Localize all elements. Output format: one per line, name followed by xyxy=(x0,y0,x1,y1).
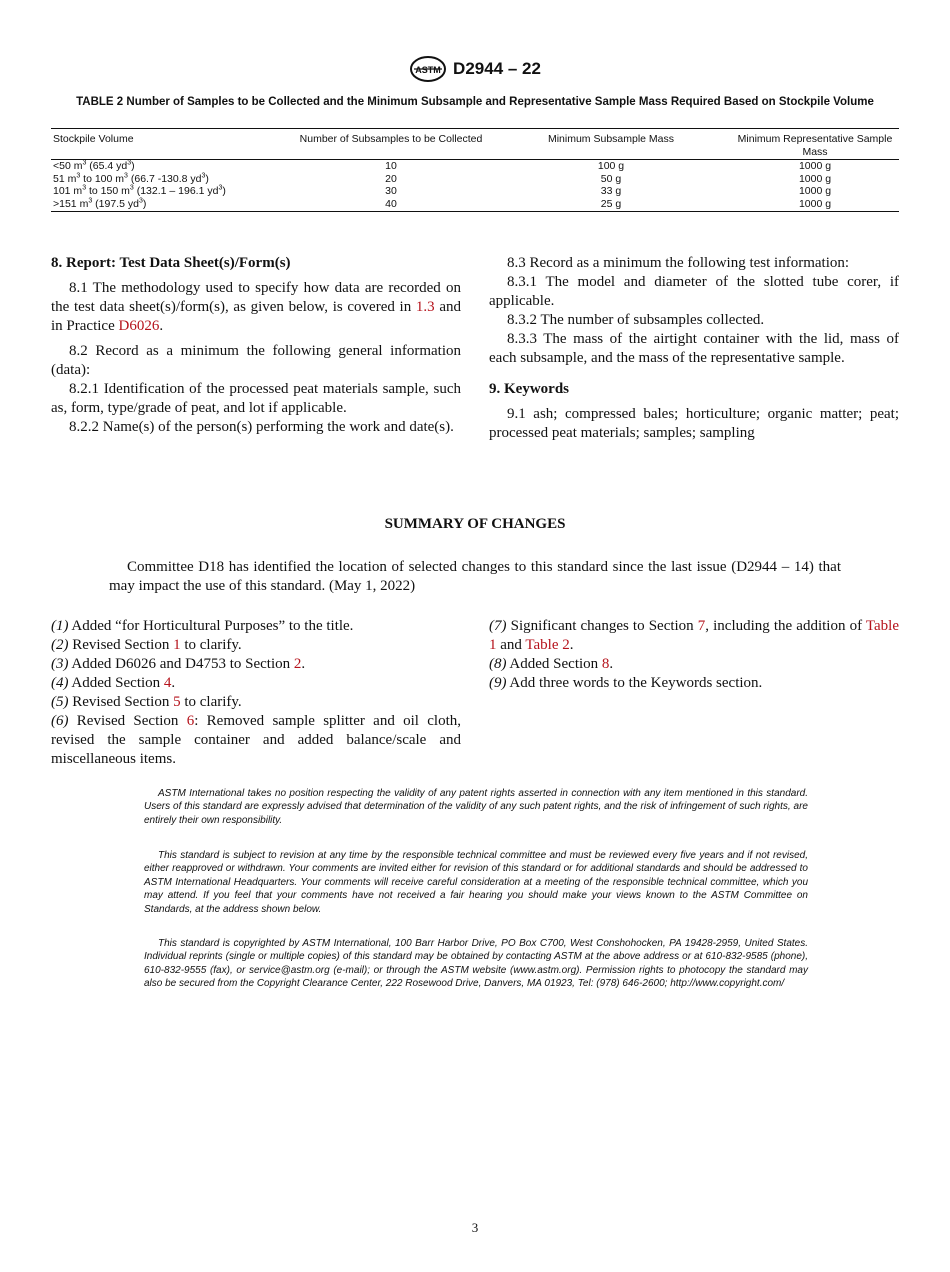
legal-copyright xyxy=(144,937,808,991)
table-cell: 20 xyxy=(385,172,397,185)
paragraph-8-3-2: 8.3.2 The number of subsamples collected. xyxy=(507,312,765,328)
stockpile-table xyxy=(51,128,899,212)
link-d6026[interactable]: D6026 xyxy=(118,318,160,334)
link-table-2[interactable]: Table 2 xyxy=(525,637,570,653)
legal-paragraph: This standard is subject to revision at any time by the responsible technical committee and must be reviewed every five years and if not revised, either reapproved or withdrawn. Your comments are invited either for revision of this standard or for additional standards and should be addressed to ASTM International Headquarters. Your comments will receive careful consideration at a meeting of the responsible technical committee, which you may attend. If you feel that your comments have not received a fair hearing you should make your views known to the ASTM Committee on Standards, at the address shown below. xyxy=(144,850,808,915)
table-cell: <50 $m^3$ (65.4 $yd^3$) xyxy=(53,159,135,172)
table-cell: 10 xyxy=(385,160,397,172)
list-item: (3) Added D6026 and D4753 to Section 2. xyxy=(51,656,306,672)
table-header: Minimum Subsample Mass xyxy=(491,129,731,160)
link-section[interactable]: 2 xyxy=(293,656,302,672)
paragraph-8-1: 8.1 The methodology used to specify how data are recorded on the test data sheet(s)/form(s), as given below, is covered in 1.3 and in Practice D6026. xyxy=(51,280,461,334)
table-title: TABLE 2 Number of Samples to be Collected and the Minimum Subsample and Representative Sample Mass Required Based on Stockpile Volume xyxy=(76,96,874,108)
link-table-1[interactable]: Table 1 xyxy=(489,618,899,653)
document-id: D2944 – 22 xyxy=(453,59,541,78)
changes-list-right xyxy=(489,617,899,693)
list-item: (8) Added Section 8. xyxy=(489,656,614,672)
page-number: 3 xyxy=(471,1220,479,1235)
section-heading: 8. Report: Test Data Sheet(s)/Form(s) xyxy=(51,255,291,271)
table-header: Number of Subsamples to be Collected xyxy=(291,129,491,160)
table-header: Minimum Representative Sample Mass xyxy=(731,129,899,160)
table-cell: 1000 g xyxy=(731,198,899,212)
table-cell: 51 $m^3$ to 100 $m^3$ (66.7 -130.8 $yd^3$) xyxy=(53,172,209,185)
section-8 xyxy=(51,254,461,437)
section-heading: 9. Keywords xyxy=(489,381,569,397)
table-cell: 101 $m^3$ to 150 $m^3$ (132.1 – 196.1 $yd^3$) xyxy=(53,184,226,197)
astm-logo-icon xyxy=(409,55,447,83)
paragraph-8-3: 8.3 Record as a minimum the following test information: xyxy=(507,255,850,271)
table-cell: 1000 g xyxy=(798,185,832,197)
link-1-3[interactable]: 1.3 xyxy=(415,299,435,315)
section-8-3-and-9 xyxy=(489,254,899,443)
list-item: (5) Revised Section 5 to clarify. xyxy=(51,694,242,710)
table-header: Stockpile Volume xyxy=(51,129,291,160)
table-cell: 1000 g xyxy=(798,160,832,172)
legal-patent xyxy=(144,787,808,827)
table-cell: 1000 g xyxy=(798,172,832,185)
list-item: (7) Significant changes to Section 7, including the addition of Table 1 and Table 2. xyxy=(489,618,899,653)
legal-revision xyxy=(144,849,808,916)
paragraph-9-1: 9.1 ash; compressed bales; horticulture; organic matter; peat; processed peat materials; samples; sampling xyxy=(489,406,899,441)
paragraph-8-3-3: 8.3.3 The mass of the airtight container with the lid, mass of each subsample, and the mass of the representative sample. xyxy=(489,331,899,366)
list-item: (4) Added Section 4. xyxy=(51,675,176,691)
table-row xyxy=(51,160,899,173)
summary-title: SUMMARY OF CHANGES xyxy=(384,516,566,532)
link-section[interactable]: 4 xyxy=(163,675,172,691)
list-item: (2) Revised Section 1 to clarify. xyxy=(51,637,242,653)
table-cell: 25 g xyxy=(491,198,731,212)
table-cell: 50 g xyxy=(600,172,622,185)
table-cell: 40 xyxy=(291,198,491,212)
link-section[interactable]: 1 xyxy=(173,637,181,653)
paragraph-8-3-1: 8.3.1 The model and diameter of the slotted tube corer, if applicable. xyxy=(489,274,899,309)
table-header-row xyxy=(51,129,899,160)
svg-text:ASTM: ASTM xyxy=(415,65,441,75)
table-cell: >151 $m^3$ (197.5 $yd^3$) xyxy=(51,198,291,212)
legal-paragraph: ASTM International takes no position respecting the validity of any patent rights asserted in connection with any item mentioned in this standard. Users of this standard are expressly advised that determination of the validity of any such patent rights, and the risk of infringement of such rights, are entirely their own responsibility. xyxy=(144,788,808,826)
paragraph-8-2-1: 8.2.1 Identification of the processed peat materials sample, such as, form, type/grade of peat, and lot if applicable. xyxy=(51,381,461,416)
changes-list-left xyxy=(51,617,461,769)
table-cell: 33 g xyxy=(600,185,622,197)
table-row xyxy=(51,198,899,212)
link-section[interactable]: 5 xyxy=(173,694,181,710)
page-header xyxy=(0,54,950,84)
list-item: (1) Added “for Horticultural Purposes” to the title. xyxy=(51,618,354,634)
link-section[interactable]: 6 xyxy=(186,713,195,729)
paragraph-8-2: 8.2 Record as a minimum the following general information (data): xyxy=(51,343,461,378)
table-row xyxy=(51,173,899,186)
legal-paragraph: This standard is copyrighted by ASTM International, 100 Barr Harbor Drive, PO Box C700, West Conshohocken, PA 19428-2959, United States. Individual reprints (single or multiple copies) of this standard may be obtained by contacting ASTM at the above address or at 610-832-9585 (phone), 610-832-9555 (fax), or service@astm.org (e-mail); or through the ASTM website (www.astm.org). Permission rights to photocopy the standard may also be secured from the Copyright Clearance Center, 222 Rosewood Drive, Danvers, MA 01923, Tel: (978) 646-2600; http://www.copyright.com/ xyxy=(144,938,808,990)
table-row xyxy=(51,185,899,198)
summary-intro: Committee D18 has identified the location of selected changes to this standard since the last issue (D2944 – 14) that may impact the use of this standard. (May 1, 2022) xyxy=(109,559,841,594)
list-item: (6) Revised Section 6: Removed sample splitter and oil cloth, revised the sample container and added balance/scale and miscellaneous items. xyxy=(51,713,461,767)
link-section[interactable]: 8 xyxy=(601,656,610,672)
list-item: (9) Add three words to the Keywords section. xyxy=(489,675,763,691)
link-section[interactable]: 7 xyxy=(697,618,706,634)
table-cell: 30 xyxy=(385,185,397,197)
table-cell: 100 g xyxy=(597,160,625,172)
paragraph-8-2-2: 8.2.2 Name(s) of the person(s) performing the work and date(s). xyxy=(69,419,454,435)
